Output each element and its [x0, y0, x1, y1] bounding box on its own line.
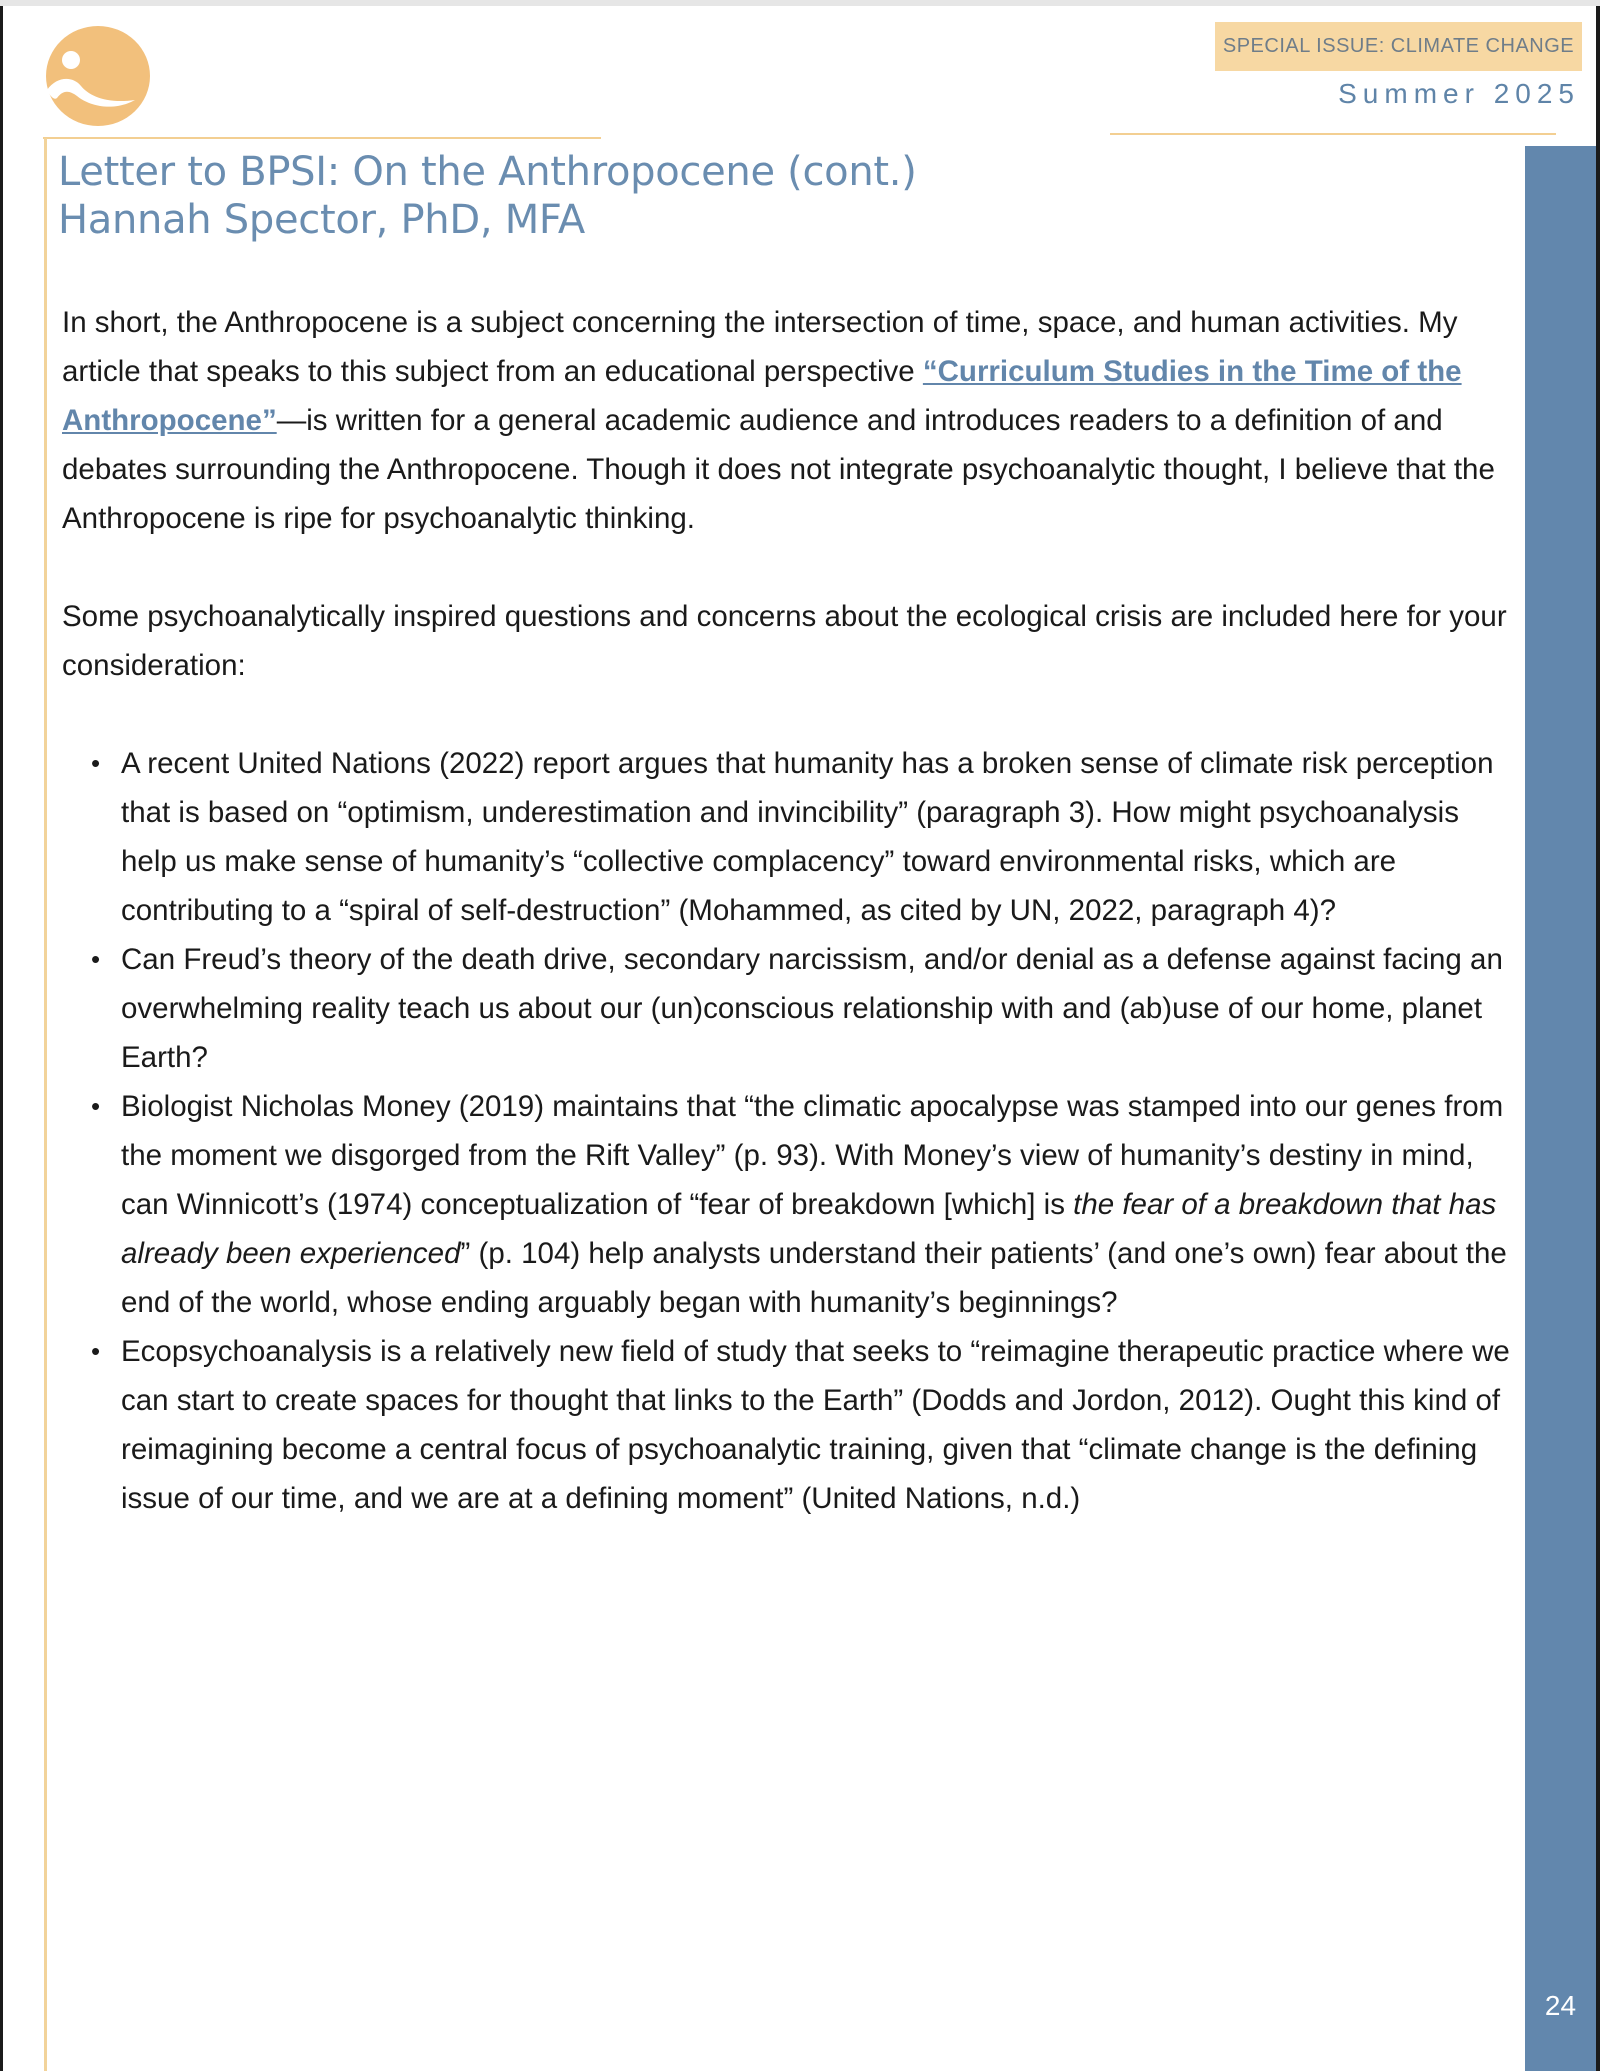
list-item-text: ” (p. 104) help analysts understand their patients’ (and one’s own) fear about the end of the world, whose ending arguably began with humanity’s beginnings? [121, 1237, 1507, 1319]
page-right-border [1596, 6, 1600, 2071]
right-sidebar-bar [1525, 146, 1596, 2071]
article-body [62, 298, 1512, 1523]
list-item [121, 1082, 1512, 1327]
curriculum-studies-link[interactable]: “Curriculum Studies in the Time of the Anthropocene” [62, 355, 1462, 437]
article-author: Hannah Spector, PhD, MFA [58, 197, 585, 243]
header-divider-left [43, 137, 601, 139]
page-number: 24 [1544, 1990, 1577, 2021]
article-heading [58, 148, 1458, 244]
page-top-edge [0, 0, 1600, 6]
questions-list [62, 739, 1512, 1523]
paragraph-questions-intro: Some psychoanalytically inspired questions and concerns about the ecological crisis are included here for your consideration: [62, 600, 1507, 682]
page-left-border [0, 6, 3, 2071]
left-accent-line [44, 138, 47, 2071]
list-item-text: Biologist Nicholas Money (2019) maintains that “the climatic apocalypse was stamped into our genes from the moment we disgorged from the Rift Valley” (p. 93). With Money’s view of humanity’s destiny in mind, can Winnicott’s (1974) conceptualization of “fear of breakdown [which] is [121, 1090, 1504, 1221]
article-title: Letter to BPSI: On the Anthropocene (cont.) [58, 149, 917, 195]
list-item: • Ecopsychoanalysis is a relatively new field of study that seeks to “reimagine therapeutic practice where we can start to create spaces for thought that links to the Earth” (Dodds and Jordon, 2012). Ought this kind of reimagining become a central focus of psychoanalytic training, given that “climate change is the defining issue of our time, and we are at a defining moment” (United Nations, n.d.) [121, 1327, 1512, 1523]
paragraph-intro-text-1: In short, the Anthropocene is a subject concerning the intersection of time, space, and human activities. My article that speaks to this subject from an educational perspective [62, 306, 1458, 388]
list-item: • A recent United Nations (2022) report argues that humanity has a broken sense of climate risk perception that is based on “optimism, underestimation and invincibility” (paragraph 3). How might psychoanalysis help us make sense of humanity’s “collective complacency” toward environmental risks, which are contributing to a “spiral of self-destruction” (Mohammed, as cited by UN, 2022, paragraph 4)? [121, 739, 1512, 935]
list-item: • Can Freud’s theory of the death drive, secondary narcissism, and/or denial as a defense against facing an overwhelming reality teach us about our (un)conscious relationship with and (ab)use of our home, planet Earth? [121, 935, 1512, 1082]
issue-date: Summer 2025 [1338, 78, 1580, 109]
bpsi-logo-icon [43, 24, 151, 128]
paragraph-intro-text-2: —is written for a general academic audience and introduces readers to a definition of and debates surrounding the Anthropocene. Though it does not integrate psychoanalytic thought, I believe that the Anthropocene is ripe for psychoanalytic thinking. [62, 404, 1495, 535]
list-item-italic-quote: the fear of a breakdown that has already been experienced [121, 1188, 1497, 1270]
paragraph-intro [62, 298, 1512, 543]
special-issue-badge: SPECIAL ISSUE: CLIMATE CHANGE [1215, 22, 1582, 71]
header-divider-right [1110, 133, 1556, 135]
